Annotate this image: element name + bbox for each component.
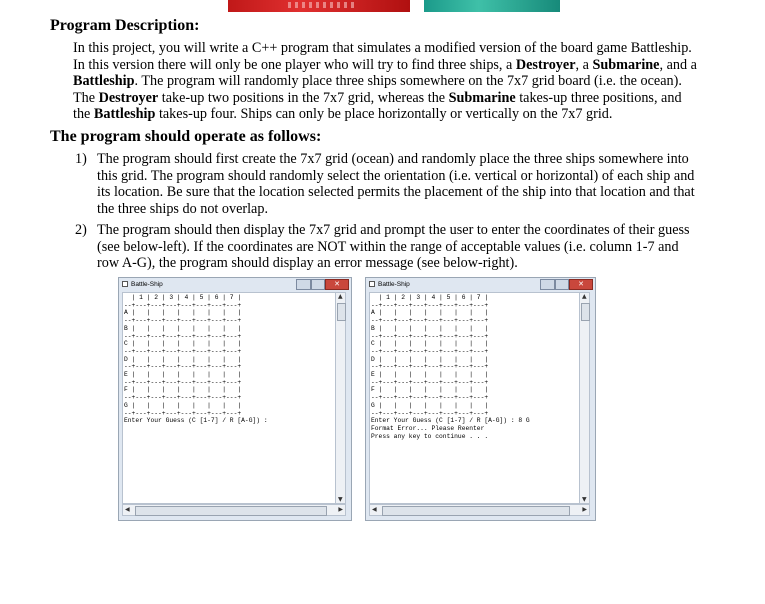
- scrollbar-thumb[interactable]: [135, 506, 327, 516]
- console-app-icon: [369, 281, 375, 287]
- horizontal-scrollbar[interactable]: [122, 504, 346, 516]
- minimize-button[interactable]: [540, 279, 555, 290]
- window-title-bar: Battle-Ship ✕: [366, 278, 595, 291]
- scrollbar-thumb[interactable]: [581, 303, 590, 321]
- console-window-left: [118, 277, 352, 521]
- scroll-left-arrow-icon[interactable]: ◀: [372, 506, 377, 513]
- list-item-number: 1): [75, 151, 87, 167]
- maximize-button[interactable]: [555, 279, 569, 290]
- vertical-scrollbar[interactable]: [335, 292, 346, 504]
- close-button[interactable]: ✕: [325, 279, 349, 290]
- maximize-button[interactable]: [311, 279, 325, 290]
- heading-program-description: Program Description:: [50, 17, 200, 34]
- scroll-down-arrow-icon[interactable]: ▼: [338, 496, 343, 503]
- list-item-number: 2): [75, 222, 87, 238]
- scroll-right-arrow-icon[interactable]: ▶: [582, 506, 587, 513]
- console-output[interactable]: | 1 | 2 | 3 | 4 | 5 | 6 | 7 | --+---+---+---+---+---+---+---+ A | | | | | | | | --+---+---+---+---+---+---+---+ B | | | | | | | | --+---+---+---+---+---+---+---+ C | | | | | | | | --+---+---+---+---+---+---+---+ D | | | | | | | | --+---+---+---+---+---+---+---+ E | | | | | | | | --+---+---+---+---+---+---+---+ F | | | | | | | | --+---+---+---+---+---+---+---+ G | | | | | | | | --+---+---+---+---+---+---+---+ Enter Your Guess (C [1-7] / R [A-G]) : 8 G Format Error... Please Reenter Press any key to continue . . .: [369, 292, 580, 504]
- list-item: The program should then display the 7x7 grid and prompt the user to enter the coordinates of their guess (see below-left). If the coordinates are NOT within the range of acceptable values (i.e. column 1-7 and row A-G), the program should display an error message (see below-right).: [97, 222, 690, 272]
- heading-operate: The program should operate as follows:: [50, 128, 322, 145]
- window-title-bar: Battle-Ship ✕: [119, 278, 351, 291]
- scroll-up-arrow-icon[interactable]: ▲: [338, 293, 343, 300]
- close-button[interactable]: ✕: [569, 279, 593, 290]
- scroll-left-arrow-icon[interactable]: ◀: [125, 506, 130, 513]
- scroll-up-arrow-icon[interactable]: ▲: [582, 293, 587, 300]
- scroll-down-arrow-icon[interactable]: ▼: [582, 496, 587, 503]
- list-item: The program should first create the 7x7 grid (ocean) and randomly place the three ships somewhere into this grid. The program should randomly select the orientation (i.e. vertical or horizontal) of each ship and its location. Be sure that the location selected permits the placement of the ship into that location and that the three ships do not overlap.: [97, 151, 695, 217]
- scroll-right-arrow-icon[interactable]: ▶: [338, 506, 343, 513]
- scrollbar-thumb[interactable]: [337, 303, 346, 321]
- scrollbar-thumb[interactable]: [382, 506, 570, 516]
- console-window-right: [365, 277, 596, 521]
- header-image-teal: [424, 0, 560, 12]
- horizontal-scrollbar[interactable]: [369, 504, 590, 516]
- minimize-button[interactable]: [296, 279, 311, 290]
- console-output[interactable]: | 1 | 2 | 3 | 4 | 5 | 6 | 7 | --+---+---+---+---+---+---+---+ A | | | | | | | | --+---+---+---+---+---+---+---+ B | | | | | | | | --+---+---+---+---+---+---+---+ C | | | | | | | | --+---+---+---+---+---+---+---+ D | | | | | | | | --+---+---+---+---+---+---+---+ E | | | | | | | | --+---+---+---+---+---+---+---+ F | | | | | | | | --+---+---+---+---+---+---+---+ G | | | | | | | | --+---+---+---+---+---+---+---+ Enter Your Guess (C [1-7] / R [A-G]) :: [122, 292, 336, 504]
- console-app-icon: [122, 281, 128, 287]
- description-paragraph: In this project, you will write a C++ program that simulates a modified version of the board game Battleship. In this version there will only be one player who will try to find three ships, a Destroyer, a Submarine, and a Battleship. The program will randomly place three ships somewhere on the 7x7 grid board (i.e. the ocean). The Destroyer take-up two positions in the 7x7 grid, whereas the Submarine takes-up three positions, and the Battleship takes-up four. Ships can only be place horizontally or vertically on the 7x7 grid.: [73, 40, 697, 123]
- header-image-red: [228, 0, 410, 12]
- vertical-scrollbar[interactable]: [579, 292, 590, 504]
